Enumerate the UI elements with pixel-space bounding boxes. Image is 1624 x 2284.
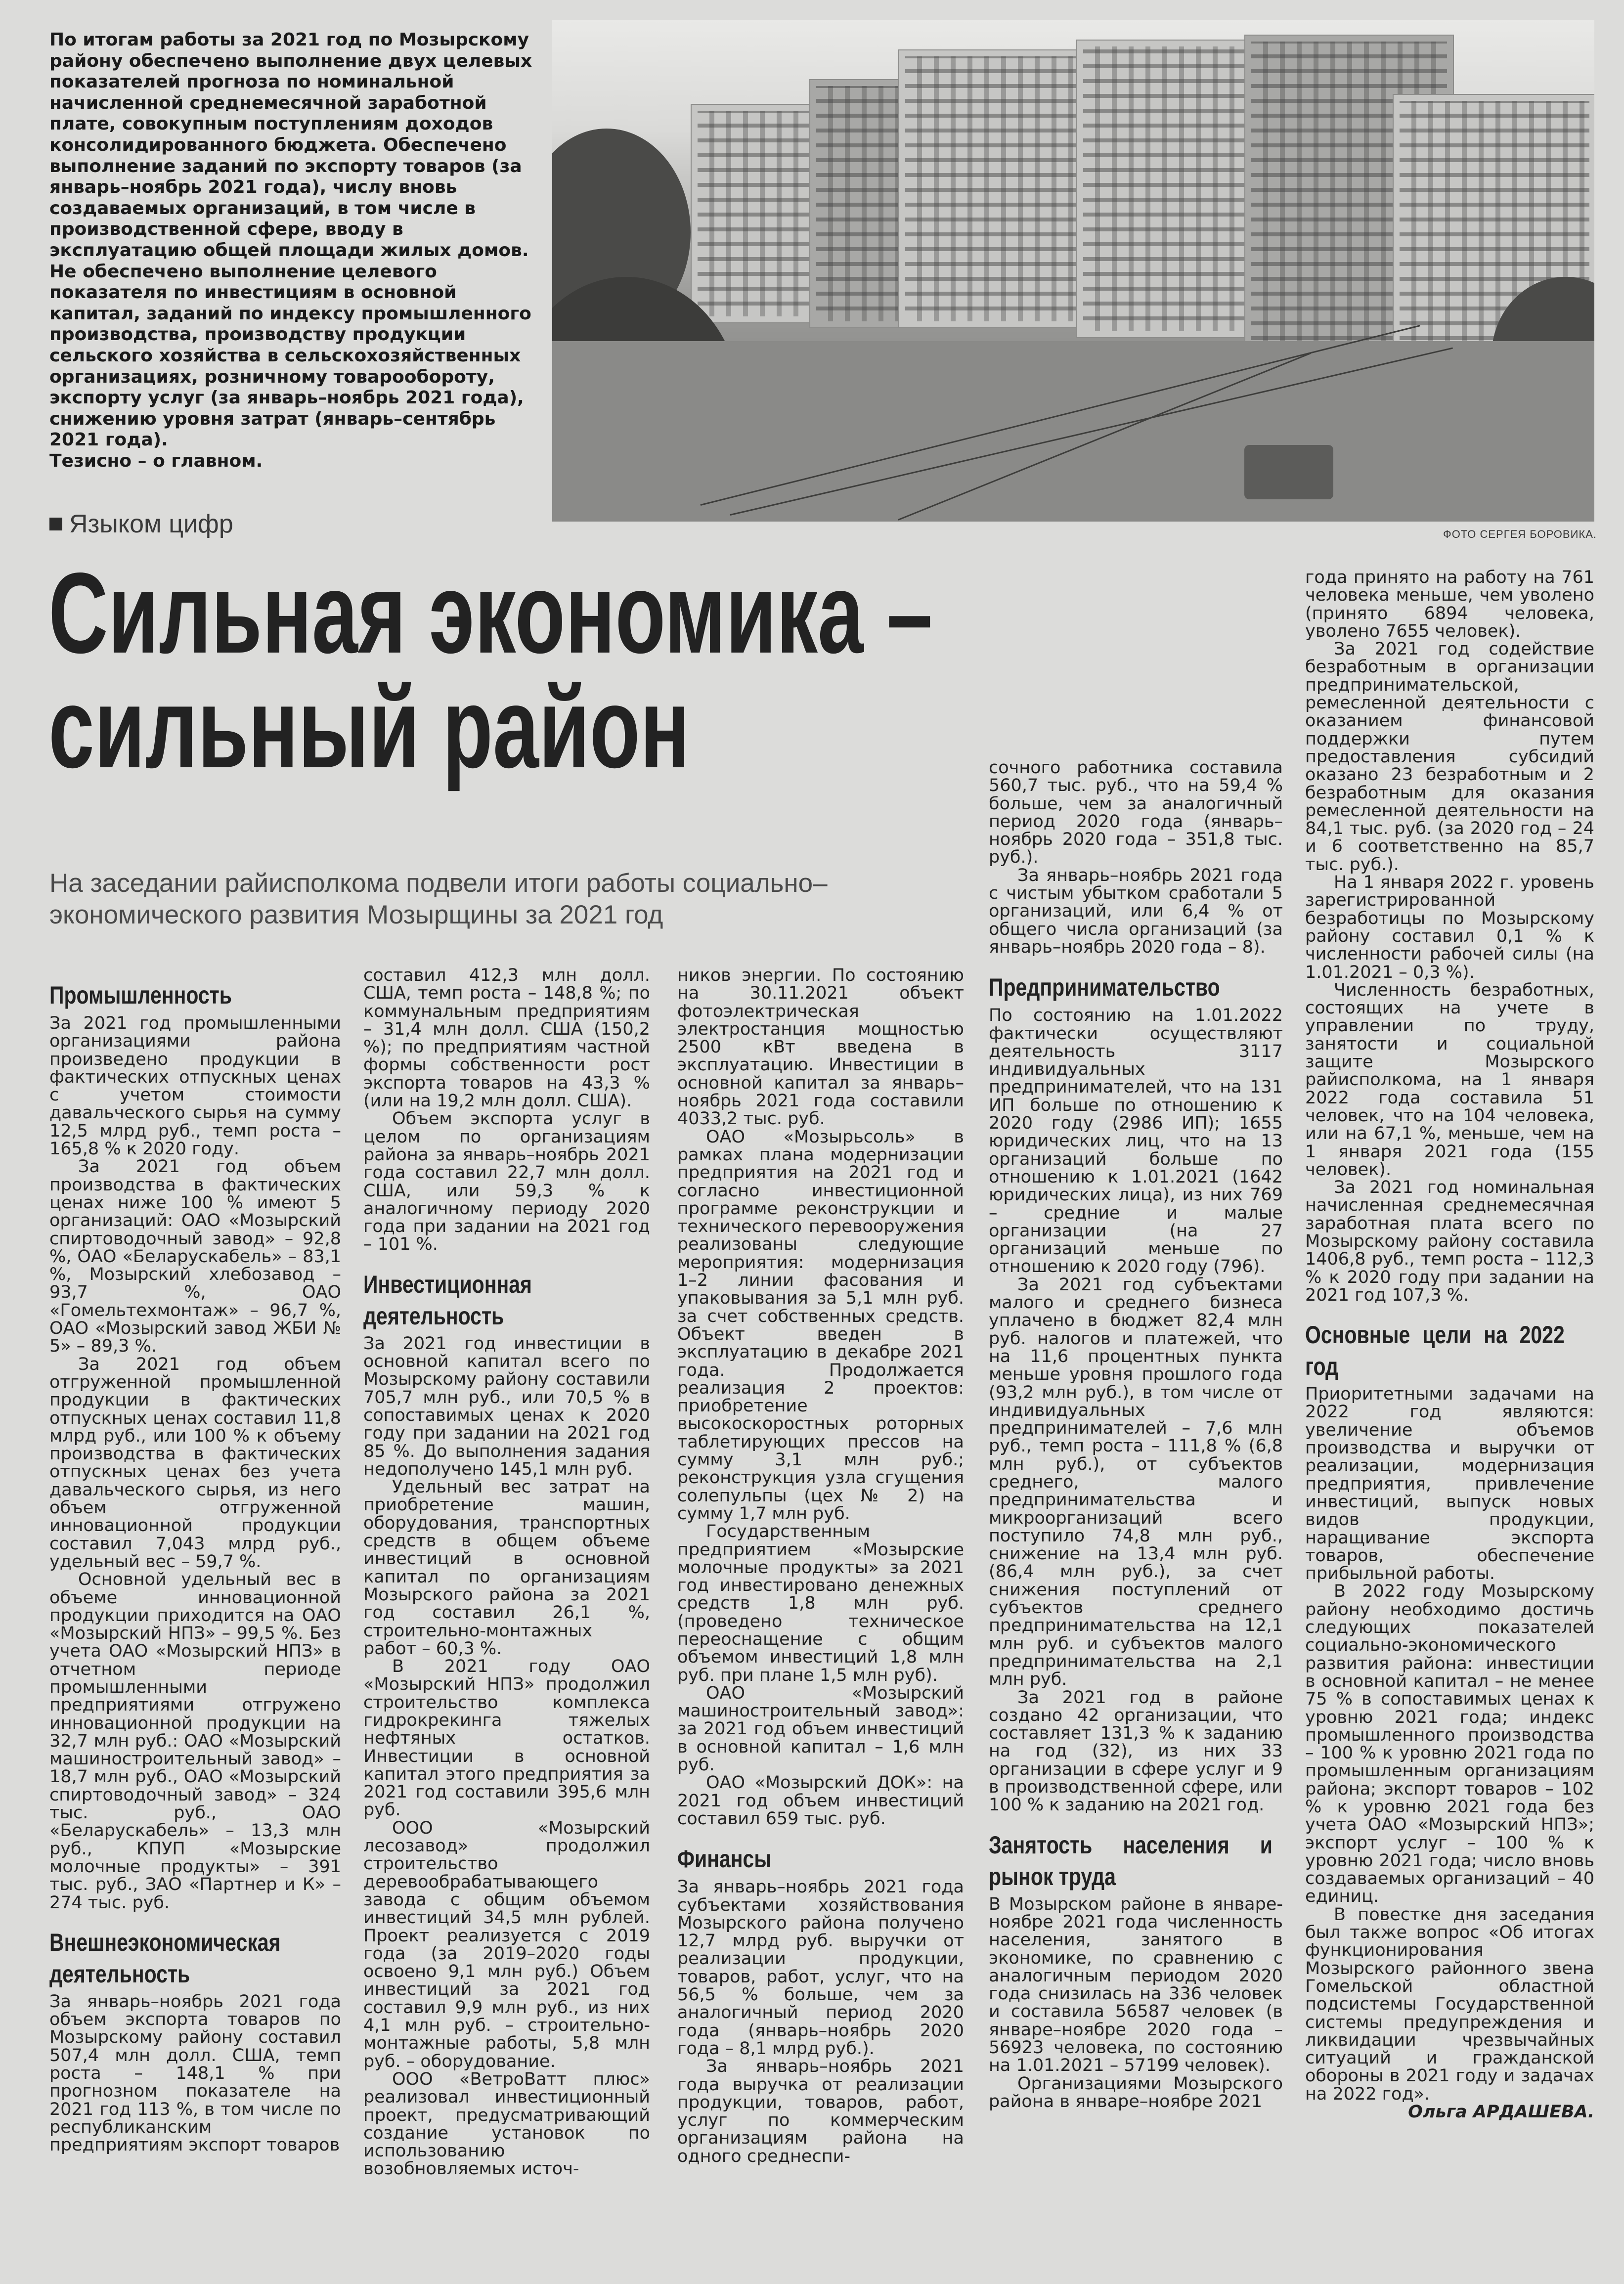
paragraph: За 2021 год промышленными организациями района произведено продукции в фактических отпускных ценах с учетом стоимости давальческого сырья на сумму 12,5 млрд руб., темп роста – 165,8 % к 2020 году.	[49, 1013, 341, 1159]
article-column-5	[1305, 569, 1594, 2121]
paragraph: За 2021 год содействие безработным в организации предпринимательской, ремесленной деятельности с оказанием финансовой поддержки путем предоставления субсидий оказано 23 безработным и 2 безработным для оказания ремесленной деятельности на 84,1 тыс. руб. (за 2020 год – 24 и 6 соответственно на 85,7 тыс. руб.).	[1305, 639, 1594, 875]
paragraph: Государственным предприятием «Мозырские молочные продукты» за 2021 год инвестировано денежных средств 1,8 млн руб. (проведено техническое переоснащение с общим объемом инвестиций 1,8 млн руб. при плане 1,5 млн руб).	[677, 1522, 964, 1685]
paragraph: Организациями Мозырского района в январе–ноябре 2021	[989, 2073, 1283, 2111]
paragraph: В Мозырском районе в январе-ноябре 2021 года численность населения, занятого в экономике, по сравнению с аналогичным периодом 2020 года снизилась на 336 человек и составила 56587 человек (в январе–ноябре 2020 года – 56923 человека, по состоянию на 1.01.2021 – 57199 человек).	[989, 1894, 1283, 2076]
section-heading: Предпринимательство	[989, 973, 1220, 1002]
paragraph: составил 412,3 млн долл. США, темп роста – 148,8 %; по коммунальным предприятиям – 31,4 млн долл. США (150,2 %); по предприятиям частной формы собственности рост экспорта товаров на 43,3 % (или на 19,2 млн долл. США).	[363, 966, 650, 1111]
paragraph: ОАО «Мозырьсоль» в рамках плана модернизации предприятия на 2021 год и согласно инвестиционной программе реконструкции и технического перевооружения реализованы следующие мероприятия: модернизация 1–2 линии фасования и упаковывания за 5,1 млн руб. за счет собственных средств. Объект введен в эксплуатацию в декабре 2021 года. Продолжается реализация 2 проектов: приобретение высокоскоростных роторных таблетирующих прессов на сумму 3,1 млн руб.; реконструкция узла сгущения солепульпы (цех № 2) на сумму 1,7 млн руб.	[677, 1127, 964, 1524]
article-column-1	[49, 979, 341, 2154]
rubric	[49, 509, 233, 539]
paragraph: За 2021 год номинальная начисленная среднемесячная заработная плата всего по Мозырскому району составила 1406,8 руб., темп роста – 112,3 % к 2020 году при задании на 2021 год 107,3 %.	[1305, 1178, 1594, 1305]
paragraph: В повестке дня заседания был также вопрос «Об итогах функционирования Мозырского районного звена Гомельской областной подсистемы Государственной системы предупреждения и ликвидации чрезвычайных ситуаций и гражданской обороны в 2021 году и задачах на 2022 год».	[1305, 1904, 1594, 2104]
section-heading: Основные цели на 2022 год	[1305, 1321, 1565, 1381]
headline	[48, 549, 933, 792]
paragraph: ОАО «Мозырский ДОК»: на 2021 год объем инвестиций составил 659 тыс. руб.	[677, 1773, 964, 1829]
intro-lead	[49, 30, 539, 472]
paragraph: ООО «Мозырский лесозавод» продолжил строительство деревообрабатывающего завода с общим объемом инвестиций 34,5 млн рублей. Проект реализуется с 2019 года (за 2019–2020 годы освоено 9,1 млн руб.) Объем инвестиций за 2021 год составил 9,9 млн руб., из них 4,1 млн руб. – строительно-монтажные работы, 5,8 млн руб. – оборудование.	[363, 1818, 650, 2071]
section-heading: Внешнеэкономическая деятельность	[49, 1928, 281, 1988]
paragraph: ников энергии. По состоянию на 30.11.2021 объект фотоэлектрическая электростанция мощностью 2500 кВт введена в эксплуатацию. Инвестиции в основной капитал за январь–ноябрь 2021 года составили 4033,2 тыс. руб.	[677, 966, 964, 1129]
paragraph: За январь–ноябрь 2021 года субъектами хозяйствования Мозырского района получено 12,7 млрд руб. выручки от реализации продукции, товаров, работ, услуг, что на 56,5 % больше, чем за аналогичный период 2020 года (январь–ноябрь 2020 года – 8,1 млрд руб.).	[677, 1877, 964, 2059]
paragraph: За январь–ноябрь 2021 года выручка от реализации продукции, товаров, работ, услуг по коммерческим организациям района на одного среднеспи-	[677, 2057, 964, 2166]
section-heading: Инвестиционная деятельность	[363, 1270, 532, 1330]
paragraph: ОАО «Мозырский машиностроительный завод»: за 2021 год объем инвестиций в основной капитал – 1,6 млн руб.	[677, 1683, 964, 1775]
paragraph: Численность безработных, состоящих на учете в управлении по труду, занятости и социальной защите Мозырского райисполкома, на 1 января 2022 года составила 51 человек, что на 104 человека, или на 67,1 %, меньше, чем на 1 января 2021 года (155 человек).	[1305, 980, 1594, 1180]
author-signature: Ольга АРДАШЕВА.	[1408, 2102, 1594, 2122]
intro-paragraph: По итогам работы за 2021 год по Мозырскому району обеспечено выполнение двух целевых показателей прогноза по номинальной начисленной среднемесячной заработной плате, совокупным поступлениям доходов консолидированного бюджета. Обеспечено выполнение заданий по экспорту товаров (за январь–ноябрь 2021 года), числу вновь создаваемых организаций, в том числе в производственной сфере, вводу в эксплуатацию общей площади жилых домов.	[49, 30, 532, 261]
paragraph: За 2021 год субъектами малого и среднего бизнеса уплачено в бюджет 82,4 млн руб. налогов и платежей, что на 11,6 процентных пункта меньше уровня прошлого года (93,2 млн руб.), в том числе от индивидуальных предпринимателей – 7,6 млн руб., темп роста – 111,8 % (6,8 млн руб.), от субъектов среднего, малого предпринимательства и микроорганизаций всего поступило 74,8 млн руб., снижение на 13,4 млн руб. (86,4 млн руб.), за счет снижения поступлений от субъектов среднего предпринимательства на 12,1 млн руб. и субъектов малого предпринимательства на 2,1 млн руб.	[989, 1274, 1283, 1690]
headline-line: Сильная экономика –	[48, 549, 933, 677]
paragraph: В 2022 году Мозырскому району необходимо достичь следующих показателей социально-экономического развития района: инвестиции в основной капитал – не менее 75 % в сопоставимых ценах к уровню 2021 года; индекс промышленного производства – 100 % к уровню 2021 года по промышленным организациям района; экспорт товаров – 102 % к уровню 2021 года без учета ОАО «Мозырский НПЗ»; экспорт услуг – 100 % к уровню 2021 года; число вновь создаваемых организаций – 40 единиц.	[1305, 1581, 1594, 1907]
section-heading: Промышленность	[49, 981, 232, 1009]
intro-paragraph: Не обеспечено выполнение целевого показателя по инвестициям в основной капитал, заданий по индексу промышленного производства, производству продукции сельского хозяйства в сельскохозяйственных организациях, розничному товарообороту, экспорту услуг (за январь–ноябрь 2021 года), снижению уровня затрат (январь–сентябрь 2021 года).	[49, 261, 531, 450]
paragraph: За 2021 год инвестиции в основной капитал всего по Мозырскому району составили 705,7 млн руб., или 70,5 % в сопоставимых ценах к 2020 году при задании на 2021 год 85 %. До выполнения задания недополучено 145,1 млн руб.	[363, 1333, 650, 1479]
photo-caption: ФОТО СЕРГЕЯ БОРОВИКА.	[1443, 528, 1597, 540]
paragraph: За январь–ноябрь 2021 года объем экспорта товаров по Мозырскому району составил 507,4 млн долл. США, темп роста – 148,1 % при прогнозном показателе на 2021 год 113 %, в том числе по республиканским предприятиям экспорт товаров	[49, 1991, 341, 2155]
paragraph: Основной удельный вес в объеме инновационной продукции приходится на ОАО «Мозырский НПЗ» – 99,5 %. Без учета ОАО «Мозырский НПЗ» в отчетном периоде промышленными предприятиями отгружено инновационной продукции на 32,7 млн руб.: ОАО «Мозырский машиностроительный завод» – 18,7 млн руб., ОАО «Мозырский спиртоводочный завод» – 324 тыс. руб., ОАО «Беларускабель» – 13,3 млн руб., КПУП «Мозырские молочные продукты» – 391 тыс. руб., ЗАО «Партнер и К» – 274 тыс. руб.	[49, 1570, 341, 1913]
paragraph: сочного работника составила 560,7 тыс. руб., что на 59,4 % больше, чем за аналогичный период 2020 года (январь–ноябрь 2020 года – 351,8 тыс. руб.).	[989, 758, 1283, 868]
article-column-3	[677, 966, 964, 2165]
paragraph: Приоритетными задачами на 2022 год являются: увеличение объемов производства и выручки от реализации, модернизация предприятия, привлечение инвестиций, выпуск новых видов продукции, наращивание экспорта товаров, обеспечение прибыльной работы.	[1305, 1384, 1594, 1584]
paragraph: года принято на работу на 761 человека меньше, чем уволено (принято 6894 человека, уволено 7655 человек).	[1305, 568, 1594, 641]
subheading: На заседании райисполкома подвели итоги работы социально–экономического развития Мозырщины за 2021 год	[49, 869, 828, 929]
paragraph: За 2021 год объем отгруженной промышленной продукции в фактических отпускных ценах составил 11,8 млрд руб., или 100 % к объему производства в фактических отпускных ценах без учета давальческого сырья, из него объем отгруженной инновационной продукции составил 7,043 млрд руб., удельный вес – 59,7 %.	[49, 1354, 341, 1572]
headline-line: сильный район	[48, 664, 690, 792]
paragraph: В 2021 году ОАО «Мозырский НПЗ» продолжил строительство комплекса гидрокрекинга тяжелых нефтяных остатков. Инвестиции в основной капитал этого предприятия за 2021 год составили 395,6 млн руб.	[363, 1657, 650, 1820]
paragraph: По состоянию на 1.01.2022 фактически осуществляют деятельность 3117 индивидуальных предпринимателей, что на 131 ИП больше по отношению к 2020 году (2986 ИП); 1655 юридических лиц, что на 13 организаций больше по отношению к 1.01.2021 (1642 юридических лица), из них 769 – средние и малые организации (на 27 организаций меньше по отношению к 2020 году (796).	[989, 1006, 1283, 1277]
intro-paragraph: Тезисно – о главном.	[49, 450, 263, 471]
paragraph: На 1 января 2022 г. уровень зарегистрированной безработицы по Мозырскому району составил 0,1 % к численности рабочей силы (на 1.01.2021 – 0,3 %).	[1305, 873, 1594, 982]
city-photo	[552, 20, 1594, 522]
section-heading: Финансы	[677, 1845, 772, 1873]
rubric-label: Языком цифр	[69, 510, 233, 538]
paragraph: Объем экспорта услуг в целом по организациям района за январь–ноябрь 2021 года составил 22,7 млн долл. США, или 59,3 % к аналогичному периоду 2020 года при задании на 2021 год – 101 %.	[363, 1109, 650, 1255]
paragraph: За 2021 год в районе создано 42 организации, что составляет 131,3 % к заданию на год (32), из них 33 организации в сфере услуг и 9 в производственной сфере, или 100 % к заданию на 2021 год.	[989, 1687, 1283, 1815]
paragraph: За 2021 год объем производства в фактических ценах ниже 100 % имеют 5 организаций: ОАО «Мозырский спиртоводочный завод» – 92,8 %, ОАО «Беларускабель» – 83,1 %, Мозырский хлебозавод – 93,7 %, ОАО «Гомельтехмонтаж» – 96,7 %, ОАО «Мозырский завод ЖБИ № 5» – 89,3 %.	[49, 1157, 341, 1357]
square-bullet-icon	[49, 518, 62, 530]
section-heading: Занятость населения и рынок труда	[989, 1831, 1273, 1890]
paragraph: За январь–ноябрь 2021 года с чистым убытком сработали 5 организаций, или 6,4 % от общего числа организаций (за январь–ноябрь 2020 года – 8).	[989, 865, 1283, 957]
article-column-2	[363, 966, 650, 2178]
paragraph: Удельный вес затрат на приобретение машин, оборудования, транспортных средств в общем объеме инвестиций в основной капитал по организациям Мозырского района за 2021 год составил 26,1 %, строительно-монтажных работ – 60,3 %.	[363, 1477, 650, 1659]
article-column-4	[989, 759, 1283, 2110]
paragraph: ООО «ВетроВатт плюс» реализовал инвестиционный проект, предусматривающий создание установок по использованию возобновляемых источ-	[363, 2069, 650, 2179]
